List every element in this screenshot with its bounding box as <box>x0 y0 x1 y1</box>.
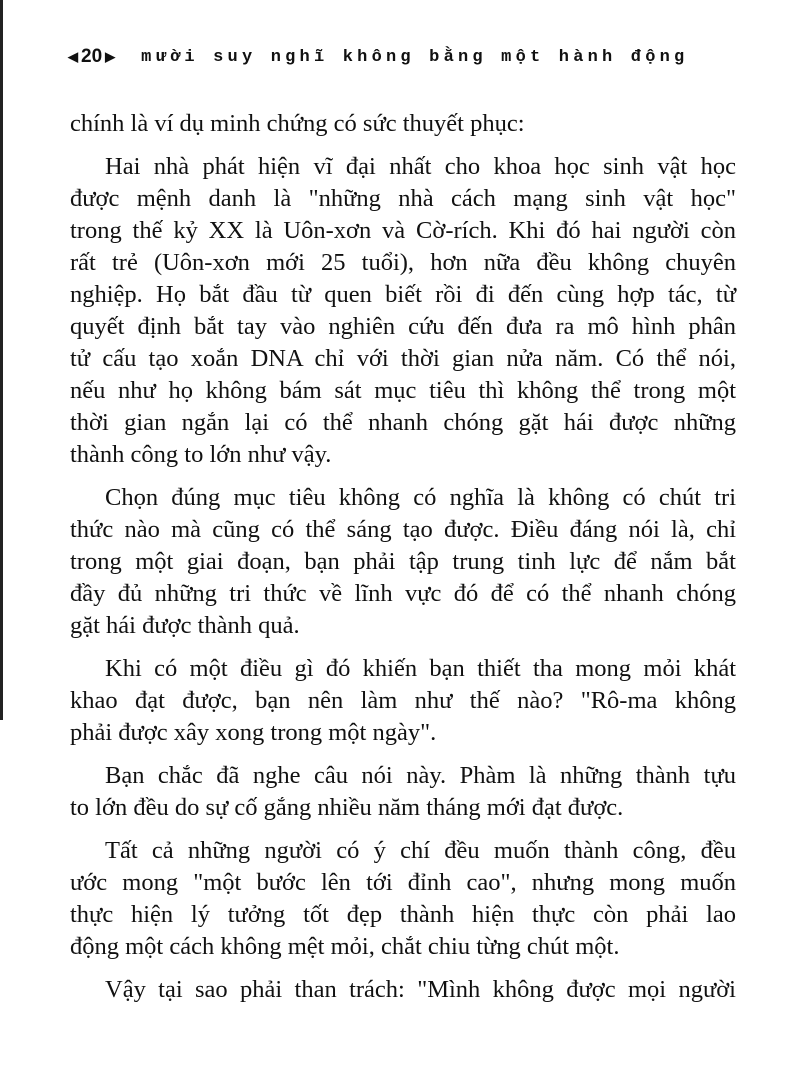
text-line: động một cách không mệt mỏi, chắt chiu từng chút một. <box>70 933 620 960</box>
running-title: mười suy nghĩ không bằng một hành động <box>141 47 689 67</box>
paragraph <box>70 835 736 963</box>
text-line: phải được xây xong trong một ngày". <box>70 719 437 746</box>
text-line: quyết định bắt tay vào nghiên cứu đến đưa ra mô hình phân <box>70 313 736 340</box>
text-line: Tất cả những người có ý chí đều muốn thành công, đều <box>105 837 736 864</box>
scan-edge <box>0 0 3 720</box>
paragraph <box>70 482 736 642</box>
text-line: to lớn đều do sự cố gắng nhiều năm tháng mới đạt được. <box>70 794 624 821</box>
triangle-left-icon: ◀ <box>68 49 78 64</box>
text-line: Hai nhà phát hiện vĩ đại nhất cho khoa học sinh vật học <box>105 153 736 180</box>
text-line: ước mong "một bước lên tới đỉnh cao", nhưng mong muốn <box>70 869 736 896</box>
triangle-right-icon: ▶ <box>105 49 116 64</box>
text-line: thành công to lớn như vậy. <box>70 441 332 468</box>
text-line: Vậy tại sao phải than trách: "Mình không được mọi người <box>105 976 736 1003</box>
text-line: khao đạt được, bạn nên làm như thế nào? "Rô-ma không <box>70 687 736 714</box>
text-line: nghiệp. Họ bắt đầu từ quen biết rồi đi đến cùng hợp tác, từ <box>70 281 736 308</box>
text-line: đầy đủ những tri thức về lĩnh vực đó để có thể nhanh chóng <box>70 580 736 607</box>
text-line: Chọn đúng mục tiêu không có nghĩa là không có chút tri <box>105 484 736 511</box>
text-line: Bạn chắc đã nghe câu nói này. Phàm là những thành tựu <box>105 762 736 789</box>
paragraph <box>70 974 736 1006</box>
page-number <box>68 46 115 68</box>
page-number-text: 20 <box>81 46 103 67</box>
running-header <box>68 46 740 68</box>
text-line: trong thế kỷ XX là Uôn-xơn và Cờ-rích. Khi đó hai người còn <box>70 217 736 244</box>
text-line: thời gian ngắn lại có thể nhanh chóng gặt hái được những <box>70 409 736 436</box>
text-line: trong một giai đoạn, bạn phải tập trung tinh lực để nắm bắt <box>70 548 736 575</box>
text-line: rất trẻ (Uôn-xơn mới 25 tuổi), hơn nữa đều không chuyên <box>70 249 736 276</box>
paragraph <box>70 760 736 824</box>
text-line: thực hiện lý tưởng tốt đẹp thành hiện thực còn phải lao <box>70 901 736 928</box>
paragraph <box>70 151 736 471</box>
text-line: tử cấu tạo xoắn DNA chỉ với thời gian nửa năm. Có thể nói, <box>70 345 736 372</box>
text-line: nếu như họ không bám sát mục tiêu thì không thể trong một <box>70 377 736 404</box>
text-line: Khi có một điều gì đó khiến bạn thiết tha mong mỏi khát <box>105 655 736 682</box>
page-body <box>70 108 736 1017</box>
text-line: thức nào mà cũng có thể sáng tạo được. Điều đáng nói là, chỉ <box>70 516 736 543</box>
paragraph <box>70 108 736 140</box>
text-line: được mệnh danh là "những nhà cách mạng sinh vật học" <box>70 185 736 212</box>
paragraph <box>70 653 736 749</box>
text-line: gặt hái được thành quả. <box>70 612 300 639</box>
text-line: chính là ví dụ minh chứng có sức thuyết phục: <box>70 110 525 137</box>
